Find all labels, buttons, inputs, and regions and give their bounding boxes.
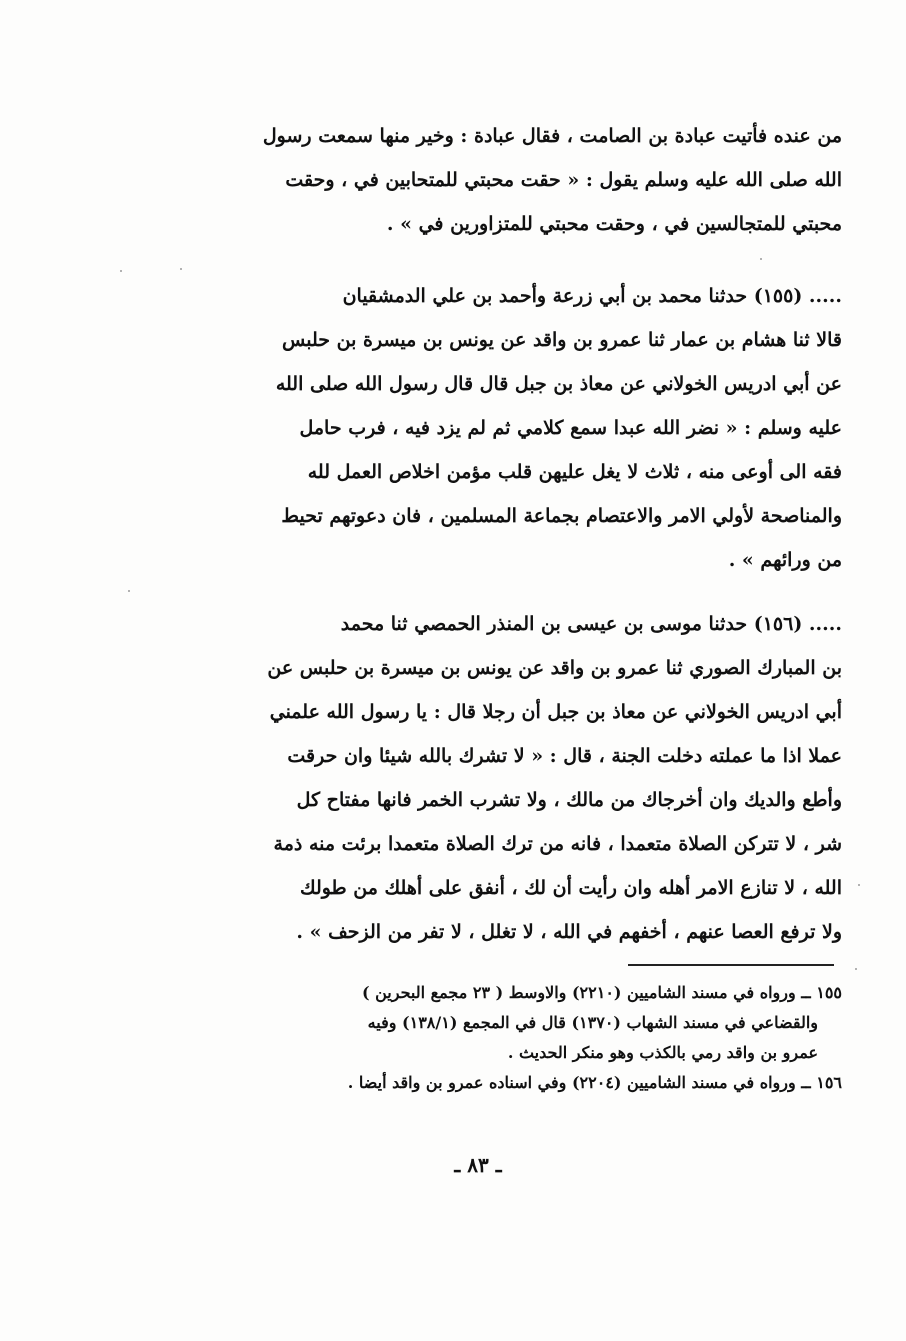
text-line: عن أبي ادريس الخولاني عن معاذ بن جبل قال قال رسول الله صلى الله — [275, 373, 842, 395]
scan-speck — [180, 268, 182, 270]
page-number: ـ ٨٣ ـ — [454, 1153, 502, 1177]
scan-speck — [855, 968, 857, 970]
scan-speck — [760, 258, 762, 260]
scan-speck — [120, 270, 122, 272]
text-line: محبتي للمتجالسين في ، وحقت محبتي للمتزاورين في » . — [386, 213, 842, 235]
paragraph-hadith-156 — [120, 602, 842, 954]
text-line: من ورائهم » . — [728, 549, 842, 571]
text-line: شر ، لا تتركن الصلاة متعمدا ، فانه من ترك الصلاة متعمدا برئت منه ذمة — [273, 833, 842, 855]
text-line: عملا اذا ما عملته دخلت الجنة ، قال : « لا تشرك بالله شيئا وان حرقت — [287, 745, 842, 767]
text-line: وأطع والديك وان أخرجاك من مالك ، ولا تشرب الخمر فانها مفتاح كل — [296, 789, 842, 811]
text-line: أبي ادريس الخولاني عن معاذ بن جبل أن رجلا قال : يا رسول الله علمني — [269, 701, 842, 723]
footnote-line: عمرو بن واقد رمي بالكذب وهو منكر الحديث . — [507, 1043, 818, 1062]
text-line: من عنده فأتيت عبادة بن الصامت ، فقال عبادة : وخير منها سمعت رسول — [262, 125, 842, 147]
text-line: ..... (١٥٥) حدثنا محمد بن أبي زرعة وأحمد بن علي الدمشقيان — [342, 285, 842, 307]
scan-speck — [858, 884, 860, 886]
paragraph-hadith-155 — [120, 274, 842, 582]
text-line: فقه الى أوعى منه ، ثلاث لا يغل عليهن قلب مؤمن اخلاص العمل لله — [307, 461, 842, 483]
footnotes — [130, 978, 842, 1098]
text-line: الله ، لا تنازع الامر أهله وان رأيت أن لك ، أنفق على أهلك من طولك — [299, 877, 842, 899]
footnote-line: ١٥٦ ــ ورواه في مسند الشاميين (٢٢٠٤) وفي اسناده عمرو بن واقد أيضا . — [347, 1073, 842, 1092]
text-line: ولا ترفع العصا عنهم ، أخفهم في الله ، لا تغلل ، لا تفر من الزحف » . — [296, 921, 842, 943]
footnote-line: ١٥٥ ــ ورواه في مسند الشاميين (٢٢١٠) والاوسط ( ٢٣ مجمع البحرين ) — [361, 983, 842, 1002]
text-line: قالا ثنا هشام بن عمار ثنا عمرو بن واقد عن يونس بن ميسرة بن حلبس — [282, 329, 842, 351]
footnote-line: والقضاعي في مسند الشهاب (١٣٧٠) قال في المجمع (١٣٨/١) وفيه — [367, 1013, 818, 1032]
text-line: الله صلى الله عليه وسلم يقول : « حقت محبتي للمتحابين في ، وحقت — [285, 169, 842, 191]
text-line: بن المبارك الصوري ثنا عمرو بن واقد عن يونس بن ميسرة بن حلبس عن — [267, 657, 842, 679]
text-line: عليه وسلم : « نضر الله عبدا سمع كلامي ثم لم يزد فيه ، فرب حامل — [299, 417, 842, 439]
scan-speck — [128, 590, 130, 592]
text-line: والمناصحة لأولي الامر والاعتصام بجماعة المسلمين ، فان دعوتهم تحيط — [281, 505, 842, 527]
text-line: ..... (١٥٦) حدثنا موسى بن عيسى بن المنذر الحمصي ثنا محمد — [340, 613, 842, 635]
paragraph-hadith-continuation — [120, 114, 842, 246]
footnote-divider — [628, 964, 834, 966]
